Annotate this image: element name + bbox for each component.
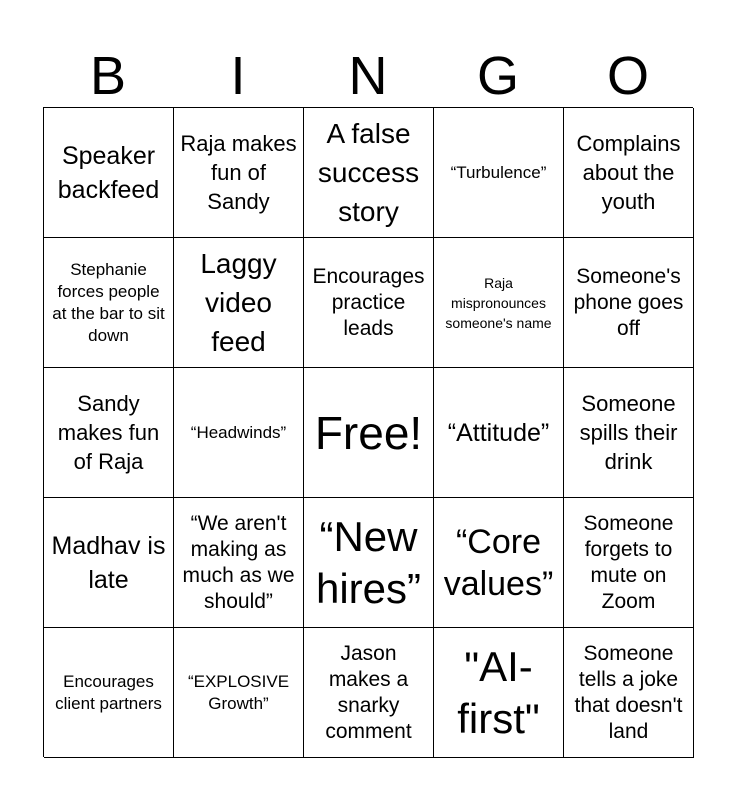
bingo-cell[interactable] [44, 368, 174, 498]
bingo-cell[interactable] [564, 108, 694, 238]
cell-text: “Attitude” [447, 418, 550, 447]
bingo-board [43, 107, 693, 757]
bingo-cell[interactable] [174, 108, 304, 238]
cell-text: Complains about the youth [576, 131, 681, 214]
cell-text: “We aren't making as much as we should” [182, 511, 295, 613]
bingo-cell[interactable] [434, 498, 564, 628]
cell-text: Someone spills their drink [579, 391, 678, 474]
header-letter-b: B [89, 46, 127, 106]
bingo-cell[interactable] [44, 628, 174, 758]
bingo-cell[interactable] [174, 498, 304, 628]
bingo-cell[interactable] [304, 628, 434, 758]
bingo-cell[interactable] [304, 498, 434, 628]
cell-text: Laggy video feed [200, 248, 277, 357]
cell-text: “EXPLOSIVE Growth” [187, 671, 290, 713]
bingo-cell[interactable] [434, 368, 564, 498]
header-letter-g: G [476, 46, 519, 106]
cell-text: Someone forgets to mute on Zoom [583, 511, 674, 613]
cell-text: “Turbulence” [450, 162, 547, 182]
bingo-cell[interactable] [174, 628, 304, 758]
cell-text: “Headwinds” [190, 422, 287, 442]
bingo-header [43, 44, 693, 108]
bingo-cell[interactable] [434, 108, 564, 238]
bingo-cell[interactable] [304, 368, 434, 498]
cell-text: Sandy makes fun of Raja [57, 391, 160, 474]
cell-text: “New hires” [315, 512, 422, 612]
bingo-cell[interactable] [174, 368, 304, 498]
bingo-cell[interactable] [434, 628, 564, 758]
cell-text: Encourages client partners [55, 671, 162, 713]
bingo-cell[interactable] [434, 238, 564, 368]
cell-text: Someone's phone goes off [573, 264, 684, 340]
bingo-cell[interactable] [174, 238, 304, 368]
cell-text: Someone tells a joke that doesn't land [574, 641, 683, 743]
bingo-cell[interactable] [564, 368, 694, 498]
cell-text: Raja makes fun of Sandy [180, 131, 297, 214]
bingo-cell[interactable] [44, 238, 174, 368]
cell-text: Raja mispronounces someone's name [445, 274, 552, 331]
header-letter-o: O [606, 46, 649, 106]
cell-text: Stephanie forces people at the bar to sit down [52, 259, 165, 345]
cell-text: Speaker backfeed [57, 141, 160, 204]
bingo-cell[interactable] [564, 498, 694, 628]
bingo-cell[interactable] [564, 238, 694, 368]
cell-text: "AI-first" [457, 642, 540, 742]
cell-text: Jason makes a snarky comment [325, 641, 412, 743]
cell-text: “Core values” [443, 522, 554, 603]
bingo-cell[interactable] [304, 108, 434, 238]
bingo-cell[interactable] [44, 108, 174, 238]
bingo-cell[interactable] [304, 238, 434, 368]
free-space: Free! [314, 406, 423, 459]
cell-text: Madhav is late [51, 531, 166, 594]
cell-text: A false success story [317, 118, 420, 227]
header-letter-n: N [348, 46, 388, 106]
cell-text: Encourages practice leads [312, 264, 425, 340]
bingo-cell[interactable] [44, 498, 174, 628]
bingo-cell[interactable] [564, 628, 694, 758]
header-letter-i: I [230, 46, 246, 106]
